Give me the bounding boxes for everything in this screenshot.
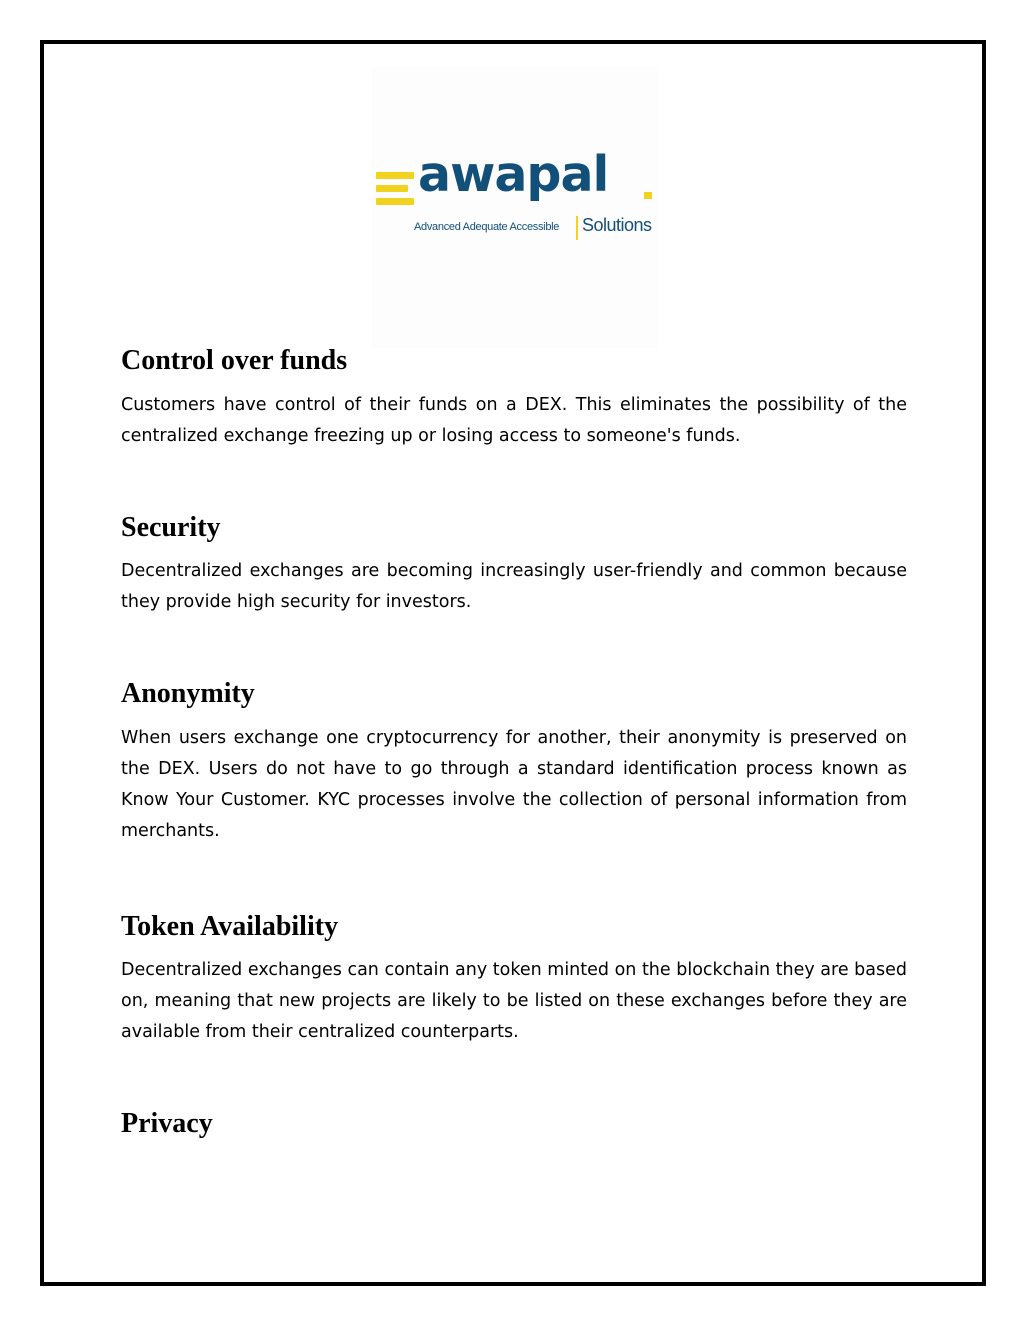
logo-separator (576, 216, 578, 240)
section-anonymity (121, 677, 907, 847)
section-heading: Anonymity (121, 678, 255, 710)
logo-bars-icon (376, 172, 414, 206)
section-token-availability (121, 910, 907, 1049)
logo-dot (644, 192, 652, 199)
logo-tagline: Advanced Adequate Accessible (414, 221, 560, 233)
document-content (121, 344, 907, 1141)
section-body: Decentralized exchanges are becoming increasingly user-friendly and common because they provide high security for investors. (121, 561, 907, 613)
company-logo (372, 66, 658, 348)
logo-solutions: Solutions (582, 215, 652, 235)
section-control-over-funds (121, 344, 907, 452)
section-body: Customers have control of their funds on a DEX. This eliminates the possibility of the centralized exchange freezing up or losing access to someone's funds. (121, 394, 907, 446)
section-heading: Privacy (121, 1108, 213, 1140)
section-body: Decentralized exchanges can contain any token minted on the blockchain they are based on, meaning that new projects are likely to be listed on these exchanges before they are available from their centralized counterparts. (121, 960, 907, 1043)
section-body: When users exchange one cryptocurrency for another, their anonymity is preserved on the DEX. Users do not have to go through a standard identification process known as Know Your Customer. KYC processes involve the collection of personal information from merchants. (121, 727, 907, 841)
page-frame (40, 40, 986, 1286)
section-heading: Security (121, 511, 221, 543)
section-security (121, 511, 907, 619)
section-heading: Token Availability (121, 910, 339, 942)
logo-wordmark: awapal (418, 146, 609, 203)
section-heading: Control over funds (121, 345, 348, 376)
section-privacy (121, 1107, 907, 1141)
